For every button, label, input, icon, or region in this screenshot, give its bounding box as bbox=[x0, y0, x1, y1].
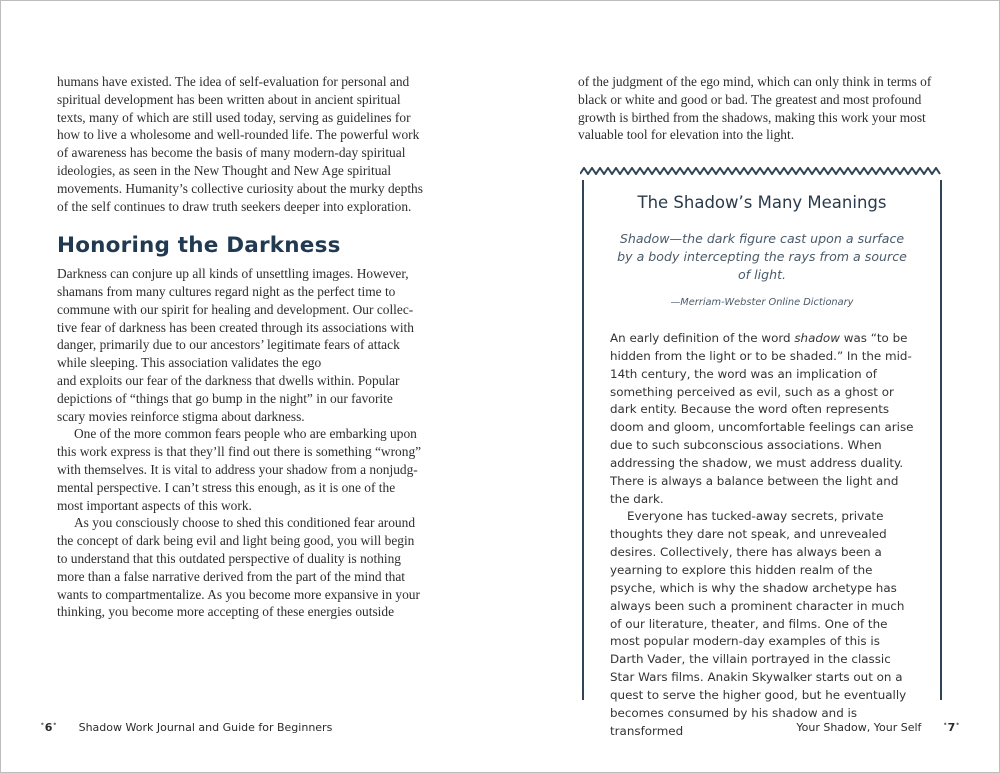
left-page-number: 6 bbox=[44, 721, 53, 734]
sidebar-body bbox=[610, 330, 916, 740]
intro-paragraph: humans have existed. The idea of self-evaluation for personal and spiritual development has been written about in ancient spiritual texts, many of which are still used today, serving as guidelines for how to live a wholesome and well-rounded life. The powerful work of awareness has become the basis of many modern-day spiritual ideologies, as seen in the New Thought and New Age spiritual movements. Humanity’s collective curiosity about the murky depths of the self continues to draw truth seekers deeper into exploration. bbox=[57, 74, 423, 214]
right-running-title: Your Shadow, Your Self bbox=[796, 721, 922, 734]
zigzag-divider-icon bbox=[580, 167, 942, 175]
left-running-title: Shadow Work Journal and Guide for Beginners bbox=[78, 721, 333, 734]
sidebar-quote-source: —Merriam-Webster Online Dictionary bbox=[670, 297, 854, 308]
left-page-column bbox=[57, 73, 424, 621]
left-footer: •6• Shadow Work Journal and Guide for Beginners bbox=[40, 720, 333, 734]
body-paragraph-1a: Darkness can conjure up all kinds of unsettling images. However, shamans from many cultures regard night as the perfect time to commune with our spirit for healing and development. Our collective fear of darkness has been created through its associations with danger, primarily due to our ancestors’ legitimate fears of attack while sleeping. This association validates the ego bbox=[57, 266, 414, 371]
sidebar-quote: Shadow—the dark figure cast upon a surface by a body intercepting the rays from a source of light. bbox=[617, 231, 907, 282]
right-footer: Your Shadow, Your Self •7• bbox=[796, 720, 960, 734]
body-paragraph-2: One of the more common fears people who are embarking upon this work express is that they’ll find out there is something “wrong” with themselves. It is vital to address your shadow from a nonjudgmental perspective. I can’t stress this enough, as it is one of the most important aspects of this work. bbox=[57, 426, 422, 513]
body-paragraph-1b: and exploits our fear of the darkness that dwells within. Popular depictions of “things that go bump in the night” in our favorite scary movies reinforce stigma about darkness. bbox=[57, 372, 400, 424]
sidebar-title: The Shadow’s Many Meanings bbox=[637, 193, 887, 212]
continuation-paragraph: of the judgment of the ego mind, which can only think in terms of black or white and good or bad. The greatest and most profound growth is birthed from the shadows, making this work your most valuable tool for elevation into the light. bbox=[578, 74, 932, 143]
sidebar-paragraph-1: An early definition of the word shadow was “to be hidden from the light or to be shaded.” In the mid-14th century, the word was an implication of something perceived as evil, such as a ghost or dark entity. Because the word often represents doom and gloom, uncomfortable feelings can arise due to such subconscious associations. When addressing the shadow, we must address duality. There is always a balance between the light and the dark. bbox=[610, 331, 914, 506]
section-heading: Honoring the Darkness bbox=[57, 233, 341, 259]
right-page-column bbox=[578, 73, 943, 144]
body-paragraph-3: As you consciously choose to shed this conditioned fear around the concept of dark being evil and light being good, you will begin to understand that this outdated perspective of duality is nothing more than a false narrative derived from the part of the mind that wants to compartmentalize. As you become more expansive in your thinking, you become more accepting of these energies outside bbox=[57, 515, 420, 620]
sidebar-paragraph-2: Everyone has tucked-away secrets, private thoughts they dare not speak, and unrevealed desires. Collectively, there has always been a yearning to explore this hidden realm of the psyche, which is why the shadow archetype has always been such a prominent character in much of our literature, theater, and films. One of the most popular modern-day examples of this is Darth Vader, the villain portrayed in the classic Star Wars films. Anakin Skywalker starts out on a quest to serve the higher good, but he eventually becomes consumed by his shadow and is transformed bbox=[610, 509, 907, 738]
sidebar-emphasis: shadow bbox=[794, 331, 840, 345]
right-page-number: 7 bbox=[947, 721, 956, 734]
